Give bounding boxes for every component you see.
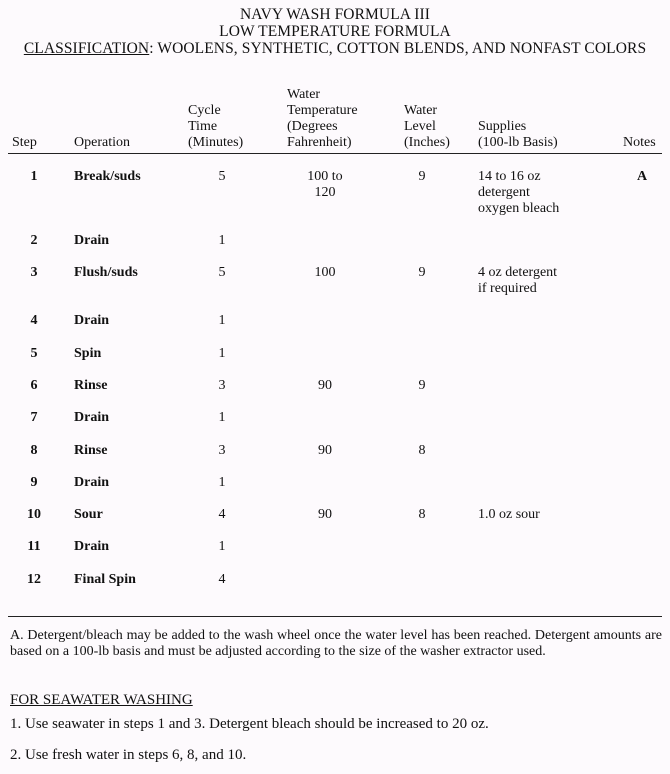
operation-cell: Spin [74, 346, 102, 361]
temperature-line: 90 [318, 443, 332, 458]
table-bottom-divider [8, 616, 662, 617]
seawater-heading: FOR SEAWATER WASHING [10, 692, 193, 708]
header-notes [623, 135, 656, 151]
cycle-time-cell: 5 [218, 169, 226, 184]
water-level-cell: 8 [418, 507, 426, 522]
header-supplies-line: Supplies [478, 119, 527, 134]
supplies-cell [478, 507, 608, 523]
cycle-time-cell: 1 [218, 313, 226, 328]
temperature-line: 120 [314, 185, 336, 200]
cycle-time-cell: 4 [218, 507, 226, 522]
header-water-level [404, 103, 450, 151]
header-temp-line: Temperature [287, 103, 358, 118]
cycle-time-cell: 1 [218, 475, 226, 490]
header-operation [74, 135, 130, 151]
step-cell: 2 [30, 233, 38, 248]
cycle-time-cell: 4 [218, 572, 226, 587]
water-level-cell: 9 [418, 169, 426, 184]
cycle-time-cell: 1 [218, 410, 226, 425]
supplies-line: oxygen bleach [478, 201, 560, 216]
supplies-cell [478, 169, 608, 217]
operation-cell: Flush/suds [74, 265, 138, 280]
step-cell: 11 [27, 539, 41, 554]
supplies-line: if required [478, 281, 537, 296]
header-step [12, 135, 37, 151]
cycle-time-cell: 3 [218, 443, 226, 458]
header-step-line: Step [12, 135, 37, 150]
classification-label: CLASSIFICATION [23, 40, 150, 57]
step-cell: 4 [30, 313, 38, 328]
operation-cell: Rinse [74, 378, 108, 393]
operation-cell: Sour [74, 507, 103, 522]
temperature-line: 100 [314, 265, 336, 280]
cycle-time-cell: 3 [218, 378, 226, 393]
header-notes-line: Notes [623, 135, 656, 150]
header-water-temperature [287, 87, 358, 151]
operation-cell: Break/suds [74, 169, 141, 184]
cycle-time-cell: 1 [218, 233, 226, 248]
header-operation-line: Operation [74, 135, 130, 150]
temperature-line: 90 [318, 378, 332, 393]
header-level-line: Water [404, 103, 438, 118]
header-supplies [478, 119, 558, 151]
cycle-time-cell: 1 [218, 346, 226, 361]
operation-cell: Drain [74, 539, 109, 554]
cycle-time-cell: 5 [218, 265, 226, 280]
step-cell: 9 [30, 475, 38, 490]
classification-line [0, 40, 670, 57]
supplies-line: detergent [478, 185, 530, 200]
header-cycle-line: Cycle [188, 103, 221, 118]
operation-cell: Drain [74, 410, 109, 425]
cycle-time-cell: 1 [218, 539, 226, 554]
water-level-cell: 9 [418, 265, 426, 280]
operation-cell: Final Spin [74, 572, 136, 587]
operation-cell: Drain [74, 475, 109, 490]
temperature-cell [295, 507, 355, 523]
temperature-cell [295, 443, 355, 459]
step-cell: 1 [30, 169, 38, 184]
header-level-line: Level [404, 119, 436, 134]
operation-cell: Drain [74, 233, 109, 248]
step-cell: 5 [30, 346, 38, 361]
water-level-cell: 8 [418, 443, 426, 458]
header-cycle-line: Time [188, 119, 218, 134]
header-supplies-line: (100-lb Basis) [478, 135, 558, 150]
step-cell: 3 [30, 265, 38, 280]
header-cycle-time [188, 103, 243, 151]
header-temp-line: (Degrees [287, 119, 338, 134]
header-cycle-line: (Minutes) [188, 135, 244, 150]
step-cell: 6 [30, 378, 38, 393]
header-level-line: (Inches) [404, 135, 450, 150]
temperature-line: 100 to [307, 169, 343, 184]
title-line-2: LOW TEMPERATURE FORMULA [219, 23, 451, 40]
title-line-1: NAVY WASH FORMULA III [240, 6, 430, 23]
notes-cell: A [636, 169, 648, 184]
step-cell: 12 [27, 572, 41, 587]
header-divider [8, 153, 662, 154]
footnote-a: A. Detergent/bleach may be added to the wash wheel once the water level has been reached. Detergent amounts are based on a 100-lb basis and must be adjusted according to the size of the washer extractor used. [10, 628, 662, 659]
water-level-cell: 9 [418, 378, 426, 393]
temperature-cell [295, 265, 355, 281]
operation-cell: Drain [74, 313, 109, 328]
step-cell: 10 [27, 507, 41, 522]
step-cell: 8 [30, 443, 38, 458]
supplies-line: 1.0 oz sour [478, 507, 540, 522]
classification-value: : WOOLENS, SYNTHETIC, COTTON BLENDS, AND NONFAST COLORS [149, 40, 647, 57]
header-temp-line: Fahrenheit) [287, 135, 352, 150]
operation-cell: Rinse [74, 443, 108, 458]
step-cell: 7 [30, 410, 38, 425]
supplies-line: 4 oz detergent [478, 265, 558, 280]
seawater-item: 2. Use fresh water in steps 6, 8, and 10. [10, 747, 247, 763]
temperature-line: 90 [318, 507, 332, 522]
temperature-cell [295, 378, 355, 394]
supplies-cell [478, 265, 608, 297]
seawater-item: 1. Use seawater in steps 1 and 3. Detergent bleach should be increased to 20 oz. [10, 716, 489, 732]
document-title [0, 6, 670, 57]
header-temp-line: Water [287, 87, 321, 102]
supplies-line: 14 to 16 oz [478, 169, 541, 184]
temperature-cell [295, 169, 355, 201]
